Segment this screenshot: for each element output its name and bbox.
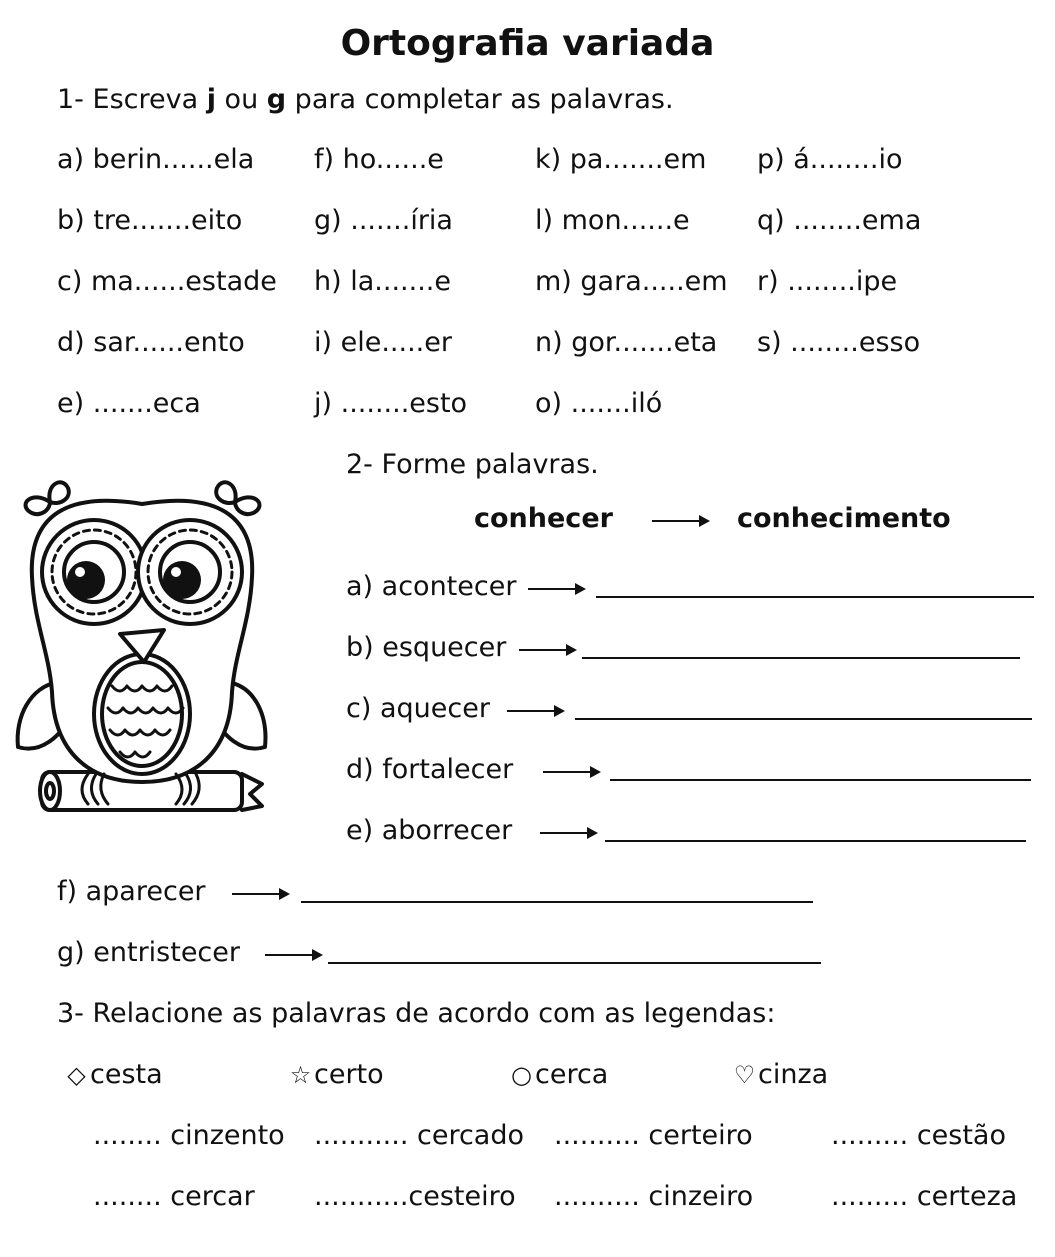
q1-item-p: p) á........io — [757, 144, 903, 175]
q1-item-m: m) gara.....em — [535, 266, 728, 297]
legend-cinza: ♡ cinza — [731, 1061, 828, 1088]
arrow-f — [232, 893, 288, 895]
diamond-icon: ◇ — [67, 1061, 86, 1089]
circle-icon: ○ — [511, 1061, 532, 1089]
q1-item-e: e) .......eca — [57, 388, 201, 419]
answer-line-g[interactable] — [328, 962, 821, 964]
arrow-b — [519, 649, 575, 651]
heart-icon: ♡ — [733, 1061, 756, 1089]
q2-item-c: c) aquecer — [346, 693, 490, 724]
example-arrow — [652, 520, 708, 522]
q2-instruction: 2- Forme palavras. — [346, 449, 599, 480]
answer-line-f[interactable] — [301, 901, 813, 903]
q3-word: ........... cercado — [314, 1120, 525, 1151]
q2-item-d: d) fortalecer — [346, 754, 514, 785]
page-title: Ortografia variada — [340, 23, 715, 64]
arrow-e — [540, 832, 596, 834]
q3-word: .......... cinzeiro — [554, 1181, 754, 1212]
q1-item-g: g) .......íria — [314, 205, 453, 236]
q2-item-f: f) aparecer — [57, 876, 206, 907]
q3-word: .......... certeiro — [554, 1120, 753, 1151]
q1-instruction: 1- Escreva j ou g para completar as palavras. — [57, 84, 674, 115]
q1-item-a: a) berin......ela — [57, 144, 255, 175]
owl-illustration — [10, 462, 275, 827]
q3-word: ......... cestão — [831, 1120, 1006, 1151]
legend-certo: ☆ certo — [287, 1061, 384, 1088]
q1-item-s: s) ........esso — [757, 327, 921, 358]
answer-line-e[interactable] — [605, 840, 1026, 842]
q2-item-e: e) aborrecer — [346, 815, 513, 846]
arrow-a — [528, 588, 584, 590]
star-icon: ☆ — [289, 1061, 312, 1089]
q1-item-i: i) ele.....er — [314, 327, 452, 358]
q3-word: ......... certeza — [831, 1181, 1018, 1212]
q2-item-g: g) entristecer — [57, 937, 240, 968]
q1-item-k: k) pa.......em — [535, 144, 707, 175]
q1-item-l: l) mon......e — [535, 205, 690, 236]
answer-line-b[interactable] — [582, 657, 1020, 659]
q3-word: ...........cesteiro — [314, 1181, 516, 1212]
q3-word: ........ cercar — [93, 1181, 255, 1212]
q3-instruction: 3- Relacione as palavras de acordo com as legendas: — [57, 998, 776, 1029]
q1-item-q: q) ........ema — [757, 205, 922, 236]
example-result: conhecimento — [737, 503, 951, 534]
arrow-d — [543, 771, 599, 773]
q1-item-d: d) sar......ento — [57, 327, 245, 358]
q1-item-n: n) gor.......eta — [535, 327, 718, 358]
q1-item-r: r) ........ipe — [757, 266, 898, 297]
q1-item-c: c) ma......estade — [57, 266, 277, 297]
arrow-g — [265, 954, 321, 956]
q1-item-o: o) .......iló — [535, 388, 663, 419]
legend-cesta: ◇ cesta — [63, 1061, 163, 1088]
q1-item-f: f) ho......e — [314, 144, 444, 175]
q2-item-a: a) acontecer — [346, 571, 517, 602]
q1-item-b: b) tre.......eito — [57, 205, 243, 236]
q1-item-j: j) ........esto — [314, 388, 468, 419]
q1-item-h: h) la.......e — [314, 266, 451, 297]
answer-line-d[interactable] — [610, 779, 1031, 781]
q2-item-b: b) esquecer — [346, 632, 507, 663]
example-word: conhecer — [474, 503, 613, 534]
q3-word: ........ cinzento — [93, 1120, 285, 1151]
legend-cerca: ○ cerca — [508, 1061, 608, 1088]
answer-line-a[interactable] — [596, 596, 1034, 598]
answer-line-c[interactable] — [575, 718, 1032, 720]
arrow-c — [507, 710, 563, 712]
